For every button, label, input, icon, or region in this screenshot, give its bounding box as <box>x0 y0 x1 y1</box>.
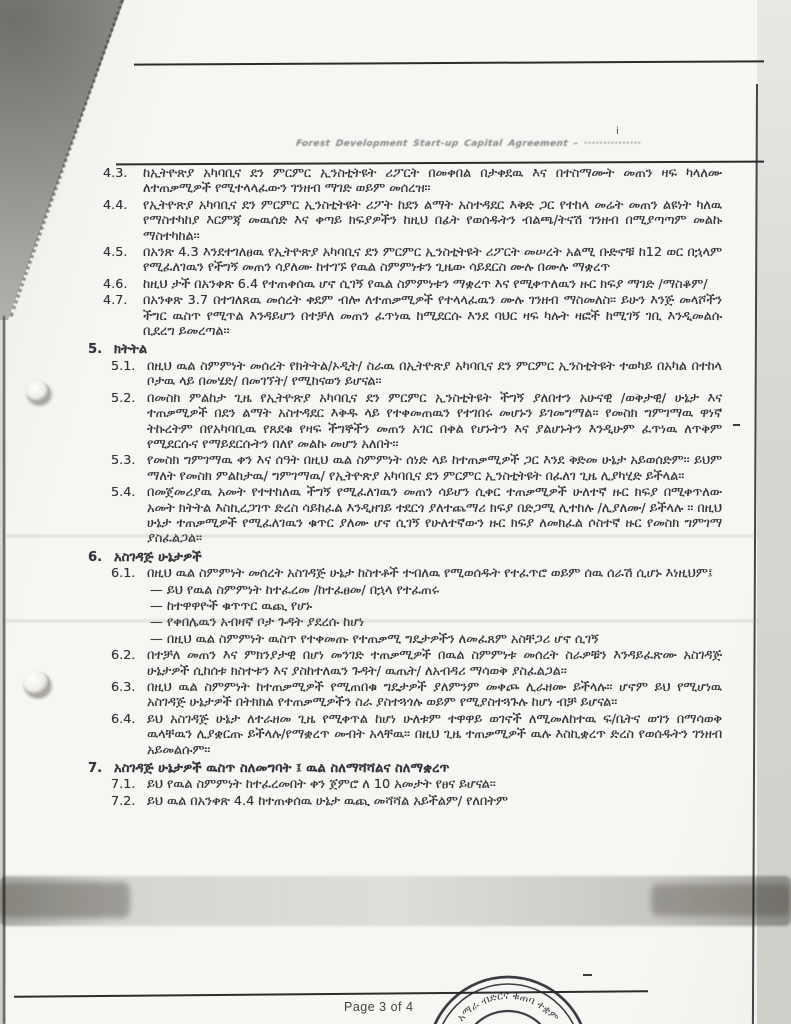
clause-number: 5.3. <box>111 453 136 469</box>
clause-number: 5.4. <box>111 485 136 501</box>
clause-text: በመስክ ምልከታ ጊዜ የኢትዮጽያ አካባቢና ደን ምርምር ኢንስቲትዩት ችግኝ ያለበተን አሁናዊ /ወቅታዊ/ ሁኔታ እና ተጠቃሚዎች በደን ልማት አስተዳደር እቅዱ ላይ የተቀመጠዉን የተገበሩ መሆኑን ይገመግማል። የመስክ ግምገማዉ ዋነኛ ትኩረትም በየአካባቢዉ የጸደቁ የዛፍ ችግኞችን መጠን አገር በቀል የሆኑትን እና ያልሆኑትን እንዲሁም ፈጥነዉ ለጥቅም የሚደርሱና የማይደርሱትን በለየ መልኩ መሆን አለበት። <box>147 390 722 452</box>
contract-clause <box>111 680 722 711</box>
contract-clause <box>111 391 722 453</box>
clause-number: 7.1. <box>111 777 136 793</box>
clause-number: 6.2. <box>111 648 136 664</box>
clause-bullet: — ይህ የዉል ስምምነት ከተፈረመ /ከተፈፀመ/ በኋላ የተፈጠሩ <box>150 582 439 598</box>
clause-text: ይህ ዉል በአንቀጽ 4.4 ከተጠቀሰዉ ሁኔታ ዉጪ መሻሻል አይችልም/ የለበትም <box>147 793 508 809</box>
paper-crease <box>6 620 757 622</box>
document-header-title <box>295 139 766 149</box>
clause-text: በዚህ ዉል ስምምነት መሰረት አስገዳጅ ሁኔታ ከስተቶች ተብለዉ የሚወሰዱት የተፈጥሮ ወይም ሰዉ ሰራሽ ሲሆኑ እነዚህም፤ <box>147 566 713 582</box>
clause-text: ክትትል <box>114 342 148 358</box>
binder-hole-bottom <box>23 671 50 696</box>
contract-clause <box>111 359 722 390</box>
clause-text: በዚህ ዉል ስምምነት መሰረት የክትትል/ኦዲት/ ስራዉ በኢትዮጽያ አካባቢና ደን ምርምር ኢንስቲትዩት ተወካይ በአካል በተከላ ቦታዉ ላይ በመሄድ/ በመገኘት/ የሚከናወን ይሆናል። <box>147 358 722 390</box>
ink-stamp <box>408 970 608 1024</box>
contract-body-text <box>88 166 722 810</box>
contract-clause <box>103 277 722 292</box>
header-corner-mark: i <box>616 126 619 137</box>
clause-number: 4.5. <box>103 245 128 261</box>
page-number: Page 3 of 4 <box>344 1000 414 1014</box>
clause-number: 7. <box>88 761 103 777</box>
clause-number: 7.2. <box>111 793 136 809</box>
clause-number: 4.6. <box>103 276 128 292</box>
header-title-text: Forest Development Start-up Capital Agreement <box>295 139 569 149</box>
header-leader-dots: – ··············· <box>567 139 642 149</box>
clause-number: 6.1. <box>111 566 136 582</box>
clause-text: አስገዳጅ ሁኔታዎች ዉስጥ ስለመግባት ፤ ዉል ስለማሻሻልና ስለማቋረጥ <box>114 761 450 777</box>
contract-clause <box>103 293 722 339</box>
clause-number: 6. <box>88 549 103 565</box>
contract-clause <box>103 245 722 276</box>
contract-clause <box>103 166 722 197</box>
clause-text: በአንጽ 4.3 እንደተገለፀዉ የኢትዮጽያ አካባቢና ደን ምርምር ኢንስቲትዩት ሪፖርት መሠረት አልሚ ቡድኖቹ ከ12 ወር በኋላም የሚፈለገዉን የችግኝ መጠን ሳያለሙ ከተገኙ የዉል ስምምነቱን ጊዜው ሳይደርስ ሙሉ በሙሉ ማቋረጥ <box>143 245 722 276</box>
clause-bullet: — የቀበሌዉን አብዛኛ ቦታ ጉዳት ያደረሱ ከሆነ <box>150 615 365 631</box>
clause-number: 5. <box>88 342 103 358</box>
clause-text: በዚህ ዉል ስምምነት ከተጠቃሚዎች የሚጠበቁ ግዴታዎች ያለምንም መቀጮ ሊራዘሙ ይችላሉ። ሆኖም ይህ የሚሆነዉ አስገዳጅ ሁኔታዎች በትክክል የተጠቃሚዎችን ስራ ያስተጓጎሉ ወይም የሚያስተጓጉሉ ከሆነ ብቻ ይሆናል። <box>147 680 722 711</box>
contract-clause <box>111 566 722 581</box>
clause-text: በአንቀጽ 3.7 በተገለጸዉ መሰረት ቀደም ብሎ ለተጠቃሚዎች የተላላፈዉን ሙሉ ገንዘብ ማስመለስ። ይሁን እንጅ መላሾችን ችግር ዉስጥ የሚጥል እንዳይሆን በተቻለ መጠን ፈጥነዉ ከሚደርሱ እንደ ባህር ዛፍ ካሉት ዛፎች ከሚገኝ ገቢ እንዲመልሱ ቢደረግ ይመረጣል። <box>143 293 722 340</box>
contract-clause <box>111 453 722 484</box>
clause-text: ከኢትዮጽያ አካባቢና ደን ምርምር ኢንስቲትዩት ሪፖርት በመቀበል በታቀደዉ እና በተስማሙት መጠን ዛፍ ካላለሙ ለተጠቃሚዎች የሚተላላፈውን ገንዘብ ማገድ ወይም መሰረዝ። <box>143 166 722 197</box>
clause-number: 6.4. <box>111 711 136 727</box>
section-heading <box>88 342 722 357</box>
contract-clause <box>103 198 722 244</box>
contract-clause <box>111 794 722 809</box>
clause-text: አስገዳጅ ሁኔታዎች <box>114 549 202 565</box>
binder-hole-top <box>26 381 50 403</box>
clause-text: ከዚህ ታች በአንቀጽ 6.4 የተጠቀሰዉ ሆኖ ሲገኝ የዉል ስምምነቱን ማቋረጥ እና የሚቀጥለዉን ዙር ክፍያ ማገድ /ማስቆም/ <box>143 276 708 292</box>
contract-clause <box>111 777 722 792</box>
contract-clause <box>111 648 722 679</box>
clause-text: የመስክ ግምገማዉ ቀን እና ሰዓት በዚህ ዉል ስምምነት ሰነድ ላይ ከተጠቃሚዎች ጋር እንደ ቅድመ ሁኔታ አይወሰድም። ይህም ማለት የመስክ ምልከታዉ/ ግምገማዉ/ የኢትዮጽያ አካባቢና ደን ምርምር ኢንስቲትዩት በፈለገ ጊዜ ሊያካሂድ ይችላል። <box>147 453 722 484</box>
pen-dash-mark <box>733 424 740 426</box>
contract-clause <box>111 712 722 758</box>
paper-crease <box>6 535 757 537</box>
clause-number: 4.4. <box>103 197 128 213</box>
clause-text: በተቻለ መጠን እና ምክንያታዊ በሆነ መንገድ ተጠቃሚዎች በዉል ስምምነቱ መሰረት ስራዎቹን እንዳይፈጽሙ አስገዳጅ ሁኔታዎች ሲከሰቱ ክስተቱን እና ያስከተለዉን ጉዳት/ ዉጤት/ ለአብዳሪ ማሳወቅ ያስፈልጋል። <box>147 648 722 679</box>
clause-bullet: — ከተዋዋዮች ቁጥጥር ዉጪ የሆኑ <box>150 598 313 614</box>
clause-number: 5.1. <box>111 358 136 374</box>
clause-number: 4.7. <box>103 293 128 309</box>
clause-text: የኢትዮጽያ አካባቢና ደን ምርምር ኢንስቲትዩት ሪፖት ከደን ልማት አስተዳደር እቅድ ጋር የተከላ መሬት መጠን ልዩነት ካለዉ የማስተካከያ እርምጃ መዉሰድ እና ቀጣይ ክፍያዎችን ከዚህ በፊት የወሰዱትን ብልጫ/ትናሽ ገንዘብ በሚያጣጣም መልኩ ማስተካከል። <box>143 197 722 244</box>
section-heading <box>88 550 722 565</box>
section-heading <box>88 761 722 776</box>
scanner-smear-band <box>0 876 791 926</box>
contract-clause <box>111 485 722 547</box>
clause-text: ይህ የዉል ስምምነት ከተፈረመበት ቀን ጀምሮ ለ 10 አመታት የፀና ይሆናል። <box>147 777 496 793</box>
clause-number: 4.3. <box>103 166 128 181</box>
clause-number: 5.2. <box>111 390 136 406</box>
clause-number: 6.3. <box>111 680 136 695</box>
clause-text: ይህ አስገዳጅ ሁኔታ ለተራዘመ ጊዜ የሚቀጥል ከሆነ ሁለቱም ተዋዋይ ወገኖች ለሚመለከተዉ ፍ/ቤትና ወገን በማሳወቅ ዉላቸዉን ሊያቋርጡ ይችላሉ/የማቋረጥ መብት አላቸዉ። በዚህ ጊዜ ተጠቃሚዎች ዉሉ እስኪቋረጥ ድረስ የወሰዱትን ገንዘብ አይመልሱም። <box>147 711 722 758</box>
clause-text: በመጀመሪያዉ አመት የተተከለዉ ችግኝ የሚፈለገዉን መጠን ሳይሆን ሲቀር ተጠቃሚዎች ሁለተኛ ዙር ክፍያ በሚቀጥለው አመት ክትትል እስኪረጋገጥ ድረስ ሳይከፈል እንዲዘገይ ተደርጎ ያለተጨማሪ ክፍያ በድጋሚ ሊተከሉ /ሊያለሙ/ ይችላሉ ። በዚህ ሁኔታ ተጠቃሚዎች የሚፈለገዉን ቁጥር ያለሙ ሆኖ ሲገኝ የሁለተኛውን ዙር ክፍያ ለመክፈል ሶስተኛ ዙር የመስክ ግምገማ ያስፈልጋል። <box>147 485 722 547</box>
stamp-arc-text: አማራ ብድርና ቁጠባ ተቋም <box>454 989 562 1024</box>
clause-bullet: — በዚህ ዉል ስምምነት ዉስጥ የተቀመጡ የተጠቃሚ ግዴታዎችን ለመፈጸም አስቸጋሪ ሆኖ ሲገኝ <box>150 631 599 647</box>
